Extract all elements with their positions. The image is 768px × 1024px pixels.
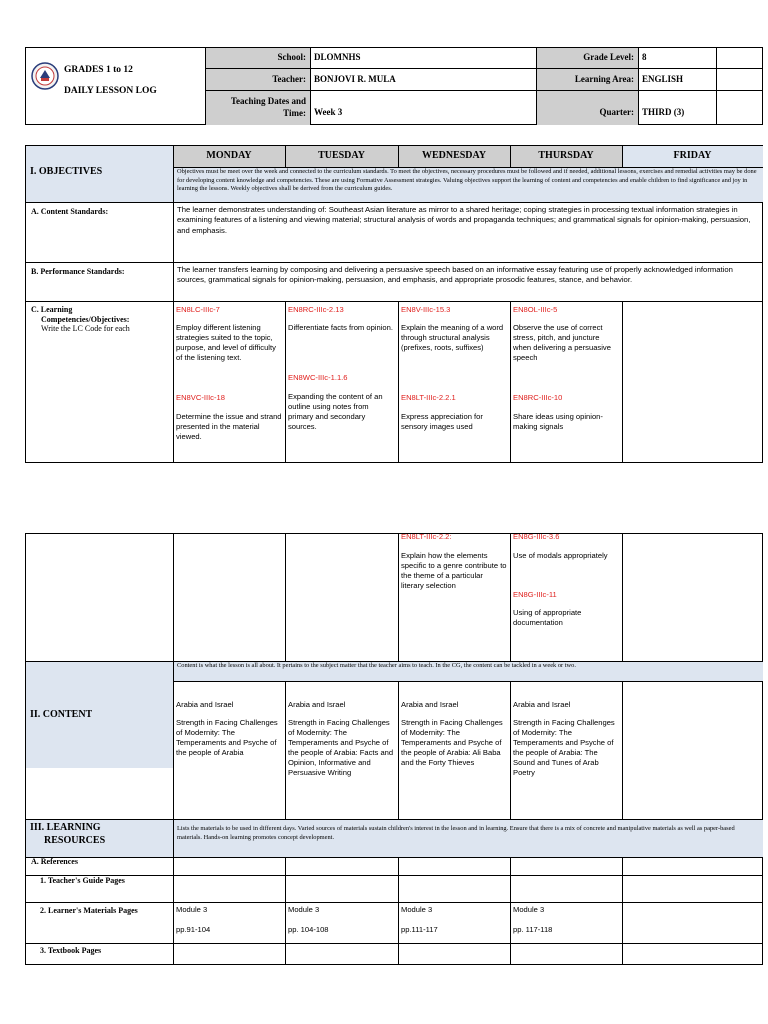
teachers-guide-pages-label: 1. Teacher's Guide Pages — [40, 876, 125, 885]
day-header-friday: FRIDAY — [673, 150, 712, 161]
school-label: School: — [277, 52, 306, 62]
monday-competency-2: Determine the issue and strand presented in the material viewed. — [176, 412, 282, 441]
wednesday-lm-pages: pp.111-117 — [401, 925, 438, 934]
title-daily-lesson-log: DAILY LESSON LOG — [64, 86, 157, 96]
thursday-competency-1: Observe the use of correct stress, pitch, and juncture when delivering a persuasive speech — [513, 323, 611, 362]
teacher-label: Teacher: — [272, 74, 306, 84]
thursday-lc-code-2: EN8RC-IIIc-10 — [513, 393, 563, 402]
quarter-label: Quarter: — [599, 107, 634, 117]
tuesday-competency-2: Expanding the content of an outline using notes from primary and secondary sources. — [288, 392, 383, 431]
content-resources-table — [25, 533, 763, 965]
content-note: Content is what the lesson is all about. It pertains to the subject matter that the teacher aims to teach. In the CG, the content can be tackled in a week or two. — [177, 662, 576, 669]
thursday-lc-code-1: EN8OL-IIIc-5 — [513, 305, 558, 314]
objectives-note: Objectives must be meet over the week and connected to the curriculum standards. To meet the objectives, necessary procedures must be followed and if needed, additional lessons, exercises and remedial activities may be done for developing content knowledge and competencies. These are using Formative Assessment strategies. Valuing objectives support the learning of content and competencies and enable children to find significance and joy in learning the lessons. Weekly objectives shall be derived from the curriculum guides. — [177, 168, 757, 193]
grade-value: 8 — [642, 52, 647, 62]
quarter-value: THIRD (3) — [642, 107, 685, 117]
title-grades: GRADES 1 to 12 — [64, 65, 133, 75]
tuesday-lm-module: Module 3 — [288, 905, 320, 914]
day-header-wednesday: WEDNESDAY — [421, 150, 487, 161]
monday-lm-module: Module 3 — [176, 905, 208, 914]
monday-lc-code-2: EN8VC-IIIc-18 — [176, 393, 225, 402]
learning-resources-note: Lists the materials to be used in different days. Varied sources of materials sustain children's interest in the lesson and in learning. Ensure that there is a mix of concrete and manipulative materials as well as paper-based materials. Hands-on learning promotes concept development. — [177, 825, 735, 841]
wednesday-competency-1: Explain the meaning of a word through structural analysis (prefixes, roots, suffixes) — [401, 323, 504, 352]
school-value: DLOMNHS — [314, 52, 361, 62]
deped-seal-logo — [31, 62, 59, 90]
monday-competency-1: Employ different listening strategies suited to the topic, purpose, and level of difficulty of the listening text. — [176, 323, 276, 362]
competencies-label: C. Learning Competencies/Objectives: Write the LC Code for each — [31, 305, 130, 333]
learners-materials-pages-label: 2. Learner's Materials Pages — [40, 906, 138, 915]
content-standards-label: A. Content Standards: — [31, 207, 109, 216]
area-label: Learning Area: — [574, 74, 634, 84]
day-header-tuesday: TUESDAY — [318, 150, 365, 161]
day-header-monday: MONDAY — [206, 150, 252, 161]
thursday-lc-code-4: EN8G-IIIc-11 — [513, 590, 557, 599]
tuesday-lm-pages: pp. 104-108 — [288, 925, 329, 934]
monday-content-topic: Arabia and Israel — [176, 700, 234, 709]
thursday-lc-code-3: EN8G-IIIc-3.6 — [513, 532, 560, 541]
area-value: ENGLISH — [642, 74, 684, 84]
textbook-pages-label: 3. Textbook Pages — [40, 946, 102, 955]
wednesday-lm-module: Module 3 — [401, 905, 433, 914]
wednesday-lc-code-2: EN8LT-IIIc-2.2.1 — [401, 393, 456, 402]
wednesday-content-text: Strength in Facing Challenges of Modernity: The Temperaments and Psyche of the people of Arabia: Ali Baba and the Forty Thieves — [401, 718, 503, 767]
thursday-content-topic: Arabia and Israel — [513, 700, 571, 709]
wednesday-competency-2: Express appreciation for sensory images used — [401, 412, 483, 431]
content-standards-text: The learner demonstrates understanding of: Southeast Asian literature as mirror to a shared heritage; coping strategies in processing textual information strategies in examining features of a listening and viewing material; structural analysis of words and propaganda techniques; and grammatical signals for opinion-making, persuasion, and emphasis. — [177, 205, 751, 235]
wednesday-competency-3: Explain how the elements specific to a genre contribute to the theme of a particular literary selection — [401, 551, 507, 590]
dates-label: Teaching Dates and Time: — [230, 96, 306, 118]
teacher-value: BONJOVI R. MULA — [314, 74, 396, 84]
tuesday-content-text: Strength in Facing Challenges of Modernity: The Temperaments and Psyche of the people of Arabia: Facts and Opinion, Informative and Persuasive Writing — [288, 718, 394, 777]
thursday-content-text: Strength in Facing Challenges of Modernity: The Temperaments and Psyche of the people of Arabia: The Sound and Tunes of Arab Poetry — [513, 718, 615, 777]
tuesday-lc-code-1: EN8RC-IIIc-2.13 — [288, 305, 344, 314]
thursday-lm-pages: pp. 117-118 — [513, 925, 553, 934]
wednesday-content-topic: Arabia and Israel — [401, 700, 459, 709]
header-table — [25, 47, 763, 125]
performance-standards-label: B. Performance Standards: — [31, 267, 125, 276]
wednesday-lc-code-3: EN8LT-IIIc-2.2: — [401, 532, 452, 541]
thursday-competency-4: Using of appropriate documentation — [513, 608, 582, 627]
objectives-table — [25, 145, 763, 463]
thursday-lm-module: Module 3 — [513, 905, 545, 914]
thursday-competency-3: Use of modals appropriately — [513, 551, 608, 560]
tuesday-competency-1: Differentiate facts from opinion. — [288, 323, 393, 332]
tuesday-lc-code-2: EN8WC-IIIc-1.1.6 — [288, 373, 348, 382]
grade-label: Grade Level: — [583, 52, 634, 62]
tuesday-content-topic: Arabia and Israel — [288, 700, 346, 709]
monday-lc-code-1: EN8LC-IIIc-7 — [176, 305, 220, 314]
learning-resources-heading: III. LEARNING RESOURCES — [30, 822, 106, 846]
thursday-competency-2: Share ideas using opinion-making signals — [513, 412, 603, 431]
monday-lm-pages: pp.91-104 — [176, 925, 211, 934]
content-heading: II. CONTENT — [30, 709, 93, 720]
day-header-thursday: THURSDAY — [538, 150, 594, 161]
performance-standards-text: The learner transfers learning by composing and delivering a persuasive speech based on an informative essay featuring use of properly acknowledged information sources, grammatical signals for opinion-making, persuasion, and emphasis, and appropriate prosodic features, stance, and behavior. — [177, 265, 733, 285]
wednesday-lc-code-1: EN8V-IIIc-15.3 — [401, 305, 451, 314]
dates-value: Week 3 — [314, 107, 343, 117]
references-label: A. References — [31, 857, 78, 866]
objectives-heading: I. OBJECTIVES — [30, 166, 103, 177]
monday-content-text: Strength in Facing Challenges of Modernity: The Temperaments and Psyche of the people of Arabia — [176, 718, 278, 757]
